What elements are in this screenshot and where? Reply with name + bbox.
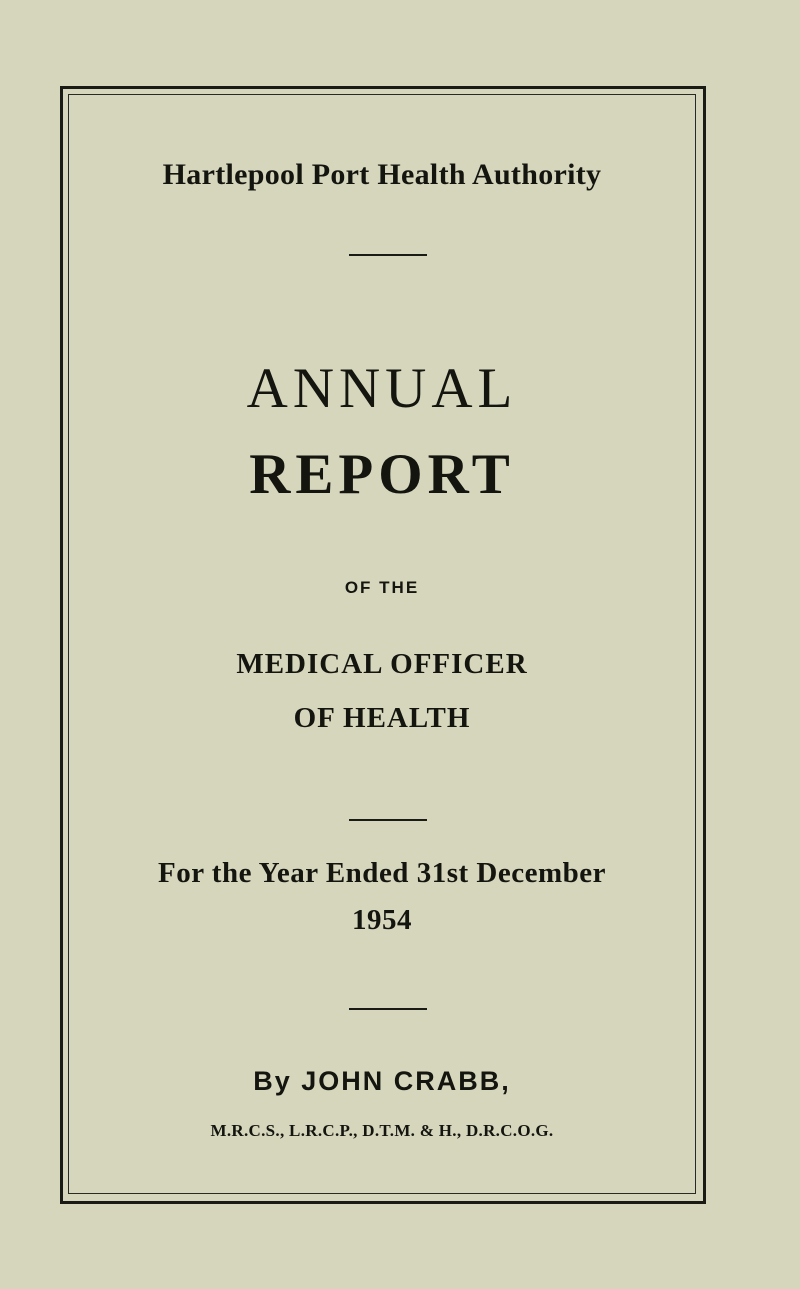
officer-line-2: OF HEALTH — [293, 702, 471, 734]
divider-rule-3 — [349, 1008, 427, 1010]
title-annual: ANNUAL — [246, 357, 518, 420]
period-line-1: For the Year Ended 31st December — [158, 857, 606, 889]
period-year: 1954 — [352, 904, 412, 936]
officer-line-1: MEDICAL OFFICER — [236, 648, 528, 680]
cover-page — [68, 94, 696, 1194]
divider-rule-2 — [349, 819, 427, 821]
title-report: REPORT — [249, 443, 515, 506]
author-name: By JOHN CRABB, — [253, 1066, 511, 1096]
author-qualifications: M.R.C.S., L.R.C.P., D.T.M. & H., D.R.C.O.G. — [210, 1121, 554, 1140]
authority-heading: Hartlepool Port Health Authority — [162, 158, 602, 191]
of-the-label: OF THE — [344, 578, 420, 597]
divider-rule-1 — [349, 254, 427, 256]
